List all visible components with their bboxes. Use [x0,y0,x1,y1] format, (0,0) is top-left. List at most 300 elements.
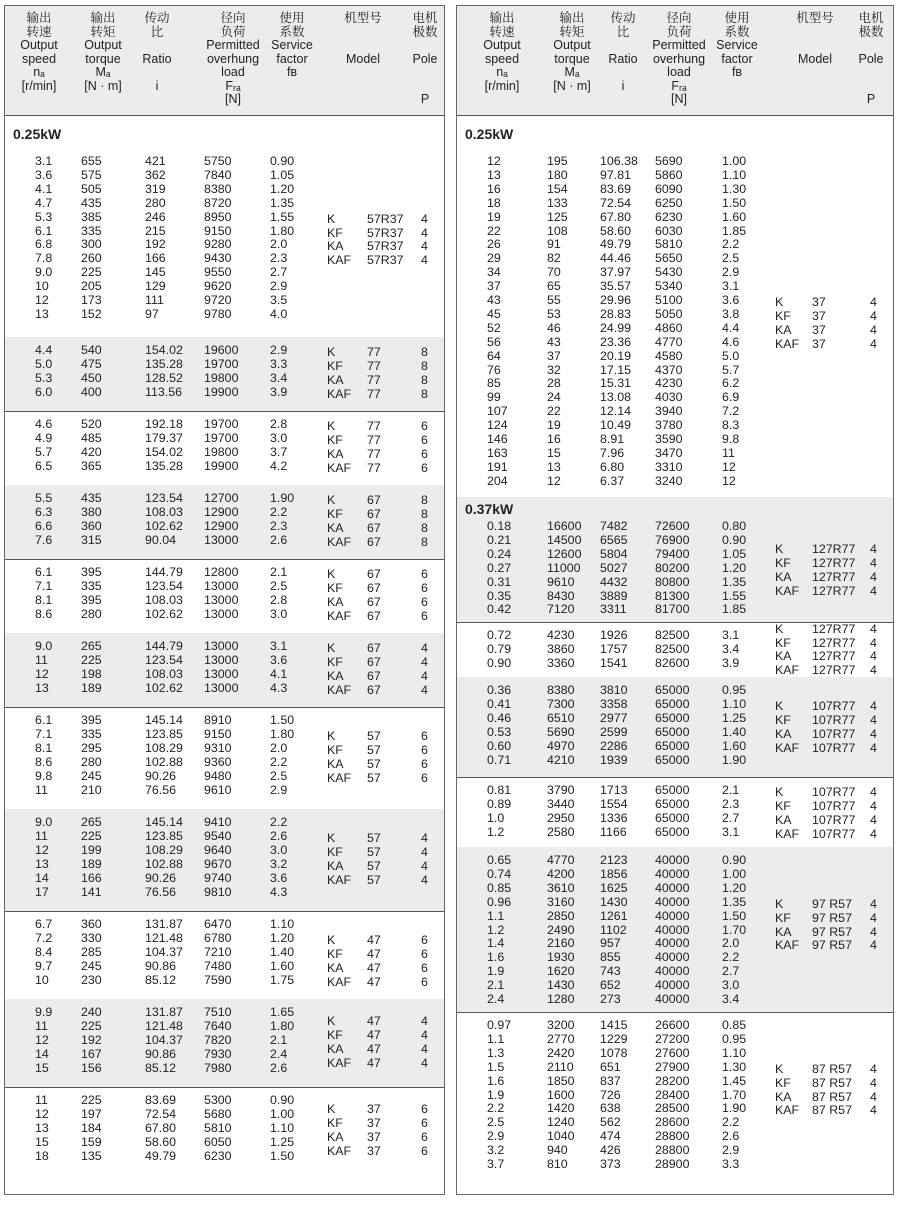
model-type: KF [327,844,343,859]
table-cell: 7210 [204,944,232,959]
table-cell: 4.9 [35,430,53,445]
table-cell: 421 [145,154,166,168]
table-cell: 79400 [655,546,690,561]
model-type: K [327,641,336,655]
table-cell: 163 [487,445,508,460]
table-cell: 1.0 [487,810,505,825]
table-cell: 12900 [204,518,239,533]
model-code: 127R77 [812,635,856,650]
model-code: 57R37 [367,239,404,254]
pole-count: 4 [870,295,877,309]
table-cell: 4230 [655,376,683,391]
model-type: KF [327,580,343,595]
table-cell: 85.12 [145,1060,177,1075]
table-cell: 85 [487,376,501,391]
pole-count: 4 [421,872,428,887]
table-cell: 9740 [204,870,232,885]
table-cell: 2.2 [270,504,288,519]
model-type: KAF [327,460,352,475]
model-code: 47 [367,946,381,961]
table-cell: 2.6 [270,1060,288,1075]
table-cell: 1078 [600,1045,628,1060]
model-code: 67 [367,594,381,609]
model-code: 77 [367,432,381,447]
table-cell: 3.0 [270,606,288,621]
pole-count: 6 [421,567,428,581]
pole-count: 4 [421,1027,428,1042]
table-cell: 2.9 [270,343,288,357]
table-cell: 19600 [204,343,239,357]
table-cell: 1.10 [270,1120,295,1135]
model-code: 57 [367,756,381,771]
pole-count: 4 [870,663,877,678]
table-cell: 6.0 [35,384,53,399]
model-code: 57 [367,858,381,873]
pole-count: 4 [870,1103,877,1118]
data-group [5,559,444,634]
table-cell: 99 [487,390,501,405]
model-type: K [327,1101,336,1116]
table-cell: 28200 [655,1073,690,1088]
table-cell: 0.90 [270,1093,295,1107]
table-cell: 1.00 [270,1106,295,1121]
header-pole: 电机 极数 Pole P [412,11,438,106]
table-cell: 1.25 [722,710,747,725]
table-cell: 13000 [204,666,239,681]
table-cell: 80200 [655,560,690,575]
model-code: 67 [367,567,381,581]
table-cell: 8.91 [600,432,625,446]
table-cell: 0.90 [722,532,747,547]
table-cell: 360 [81,917,102,931]
table-cell: 40000 [655,992,690,1006]
table-cell: 245 [81,768,102,783]
table-cell: 108 [547,223,568,238]
model-type: KAF [327,534,352,549]
table-cell: 11000 [547,560,581,575]
data-group [457,1012,893,1195]
table-cell: 4.7 [35,195,53,210]
table-cell: 72.54 [600,195,632,210]
model-type: KAF [327,682,352,697]
model-type: KAF [775,740,800,755]
table-cell: 28900 [655,1157,690,1171]
table-cell: 474 [600,1129,621,1144]
model-type: KA [775,569,792,584]
table-cell: 123.54 [145,652,183,667]
model-type: KAF [327,872,352,887]
table-cell: 8380 [204,181,232,196]
model-type: KF [327,432,343,447]
pole-count: 4 [870,1075,877,1090]
model-code: 107R77 [812,785,856,799]
table-cell: 3810 [600,683,628,697]
table-cell: 32 [547,362,561,377]
data-group [457,777,893,848]
pole-count: 6 [421,1115,428,1130]
model-code: 67 [367,493,381,507]
model-type: K [775,785,784,799]
model-type: KA [327,446,344,461]
model-type: KAF [775,1103,800,1118]
table-cell: 76 [487,362,501,377]
model-type: KF [775,555,791,570]
table-cell: 1.80 [270,726,295,741]
table-cell: 1.70 [722,922,747,937]
table-cell: 108.29 [145,740,183,755]
table-cell: 3.2 [270,856,288,871]
table-cell: 1757 [600,641,628,656]
pole-count: 4 [421,668,428,683]
pole-count: 8 [421,358,428,373]
pole-count: 4 [421,253,428,268]
model-code: 77 [367,345,381,359]
table-cell: 159 [81,1134,102,1149]
table-cell: 6.80 [600,459,625,474]
model-code: 97 R57 [812,896,852,911]
model-type: KF [775,308,791,323]
model-code: 97 R57 [812,938,852,953]
table-cell: 1166 [600,824,627,839]
table-cell: 14 [35,1046,49,1061]
table-cell: 0.90 [487,655,512,670]
table-cell: 65000 [655,724,690,739]
model-type: K [775,541,784,556]
pole-count: 6 [421,946,428,961]
table-cell: 4432 [600,574,628,589]
table-cell: 29.96 [600,293,632,307]
table-cell: 2420 [547,1045,575,1060]
table-cell: 141 [81,884,102,899]
table-cell: 4860 [655,320,683,335]
table-cell: 65000 [655,683,690,697]
table-cell: 1.5 [487,1059,505,1074]
table-cell: 1620 [547,964,575,979]
table-cell: 6030 [655,223,683,238]
table-cell: 0.42 [487,602,512,617]
table-cell: 65000 [655,696,690,711]
table-cell: 197 [81,1106,102,1121]
table-cell: 365 [81,458,102,473]
data-group [457,677,893,778]
table-cell: 0.24 [487,546,512,561]
data-group [5,633,444,708]
table-cell: 1229 [600,1031,628,1046]
model-type: KA [775,726,792,741]
pole-count: 4 [870,322,877,337]
table-cell: 450 [81,370,102,385]
table-cell: 2490 [547,922,575,937]
table-cell: 13000 [204,578,239,593]
model-type: KA [327,520,344,535]
model-type: KA [775,924,792,939]
table-cell: 8.3 [722,418,740,433]
table-cell: 2.5 [722,251,740,266]
power-rating-title: 0.25kW [465,126,514,142]
table-cell: 0.90 [722,853,747,867]
model-code: 37 [812,322,826,337]
table-cell: 3790 [547,783,575,797]
table-cell: 82 [547,251,561,266]
table-cell: 9610 [204,782,232,797]
table-cell: 7980 [204,1060,232,1075]
table-cell: 102.88 [145,754,183,769]
table-cell: 3.7 [487,1157,505,1171]
table-cell: 145.14 [145,815,183,829]
table-cell: 43 [487,293,501,307]
table-cell: 1.1 [487,908,505,923]
pole-count: 6 [421,974,428,989]
model-type: KAF [775,583,800,598]
table-cell: 9.8 [722,432,740,446]
table-cell: 5.3 [35,370,53,385]
table-cell: 9810 [204,884,232,899]
table-cell: 1.2 [487,922,505,937]
model-type: K [327,493,336,507]
data-group [5,707,444,810]
table-cell: 15 [35,1060,49,1075]
power-rating-title: 0.25kW [13,126,62,142]
table-cell: 65000 [655,796,690,811]
table-cell: 0.85 [487,880,512,895]
table-cell: 4.6 [35,417,53,431]
table-cell: 9.8 [35,768,53,783]
table-cell: 810 [547,1157,568,1171]
table-cell: 124 [487,418,508,433]
table-cell: 76.56 [145,884,177,899]
table-cell: 2.5 [270,578,288,593]
table-cell: 4770 [547,853,575,867]
table-header [457,6,893,116]
table-cell: 144.79 [145,639,183,653]
table-cell: 210 [81,782,102,797]
table-cell: 56 [487,334,501,349]
table-cell: 12 [722,473,736,488]
table-cell: 0.97 [487,1018,512,1032]
table-cell: 106.38 [600,154,638,168]
header-pole: 电机 极数 Pole P [858,11,884,106]
table-cell: 102.62 [145,606,183,621]
pole-count: 4 [870,726,877,741]
table-cell: 2286 [600,738,628,753]
table-cell: 12700 [204,491,239,505]
table-cell: 0.18 [487,519,512,533]
table-cell: 0.46 [487,710,512,725]
table-cell: 1.9 [487,1087,505,1102]
model-type: KA [775,649,792,664]
pole-count: 6 [421,960,428,975]
table-cell: 81700 [655,602,690,617]
pole-count: 4 [870,938,877,953]
model-type: K [327,211,336,226]
table-cell: 7480 [204,958,232,973]
table-cell: 0.36 [487,683,512,697]
table-cell: 3.9 [270,384,288,399]
table-cell: 285 [81,944,102,959]
table-cell: 1.50 [722,195,747,210]
table-cell: 1.6 [487,950,505,965]
table-cell: 3.7 [270,444,288,459]
table-cell: 6250 [655,195,683,210]
model-type: K [327,567,336,581]
pole-count: 4 [421,239,428,254]
header-load: 径向 负荷 Permitted overhung load Fᵣₐ [N] [652,11,706,106]
table-cell: 23.36 [600,334,632,349]
table-cell: 1420 [547,1101,575,1116]
table-cell: 19900 [204,384,239,399]
table-cell: 40000 [655,894,690,909]
model-type: K [775,295,784,309]
table-cell: 6.3 [35,504,53,519]
table-cell: 520 [81,417,102,431]
table-cell: 15 [35,1134,49,1149]
table-cell: 1.2 [487,824,505,839]
table-cell: 131.87 [145,917,183,931]
table-cell: 2160 [547,936,575,951]
table-cell: 4970 [547,738,575,753]
table-cell: 13000 [204,639,239,653]
model-code: 37 [812,308,826,323]
table-cell: 1280 [547,992,575,1006]
table-cell: 3200 [547,1018,575,1032]
pole-count: 4 [421,844,428,859]
table-cell: 2.2 [722,1115,740,1130]
model-code: 127R77 [812,649,856,664]
table-cell: 133 [547,195,568,210]
table-cell: 1856 [600,866,628,881]
model-code: 87 R57 [812,1061,852,1076]
pole-count: 4 [870,635,877,650]
table-cell: 315 [81,532,102,547]
table-cell: 362 [145,167,166,182]
table-cell: 19700 [204,430,239,445]
table-cell: 28 [547,376,561,391]
power-rating-title: 0.37kW [465,501,514,517]
table-cell: 1.55 [722,588,747,603]
data-group [5,1087,444,1195]
table-cell: 204 [487,473,508,488]
model-code: 57 [367,844,381,859]
table-cell: 40000 [655,880,690,895]
table-cell: 1.1 [487,1031,505,1046]
table-cell: 1.05 [270,167,295,182]
table-cell: 104.37 [145,944,183,959]
pole-count: 4 [870,541,877,556]
table-cell: 180 [547,167,568,182]
table-cell: 29 [487,251,501,266]
table-cell: 40000 [655,853,690,867]
table-cell: 1.10 [270,917,295,931]
header-load: 径向 负荷 Permitted overhung load Fᵣₐ [N] [206,11,260,106]
model-code: 127R77 [812,621,856,636]
table-cell: 14 [35,870,49,885]
table-cell: 4.3 [270,884,288,899]
pole-count: 4 [421,641,428,655]
table-cell: 1.10 [722,167,747,182]
table-cell: 5100 [655,293,683,307]
table-cell: 0.21 [487,532,512,547]
table-cell: 1.70 [722,1087,747,1102]
table-cell: 1.20 [270,930,295,945]
pole-count: 6 [421,932,428,947]
table-cell: 18 [35,1148,49,1163]
model-type: KA [327,239,344,254]
table-cell: 19800 [204,444,239,459]
table-cell: 3.3 [722,1157,740,1171]
pole-count: 4 [870,555,877,570]
table-cell: 1.30 [722,181,747,196]
table-cell: 6510 [547,710,575,725]
table-cell: 7510 [204,1005,232,1019]
model-code: 107R77 [812,698,856,713]
table-cell: 2977 [600,710,628,725]
table-cell: 855 [600,950,621,965]
table-cell: 3860 [547,641,575,656]
data-group [5,999,444,1088]
table-cell: 2.3 [722,796,740,811]
table-cell: 8950 [204,209,232,224]
table-cell: 1.75 [270,972,295,987]
table-cell: 435 [81,491,102,505]
table-cell: 19700 [204,356,239,371]
table-cell: 26 [487,237,501,252]
table-cell: 6470 [204,917,232,931]
table-cell: 4370 [655,362,683,377]
table-cell: 3.4 [722,992,740,1006]
pole-count: 8 [421,520,428,535]
table-cell: 10.49 [600,418,632,433]
table-cell: 1.60 [722,738,747,753]
table-cell: 1.30 [722,1059,747,1074]
table-cell: 273 [600,992,621,1006]
table-cell: 5680 [204,1106,232,1121]
data-group [457,116,893,498]
model-type: KF [327,946,343,961]
table-cell: 1.65 [270,1005,295,1019]
table-cell: 265 [81,815,102,829]
table-cell: 24 [547,390,561,405]
table-cell: 12 [35,666,49,681]
table-cell: 3160 [547,894,575,909]
model-type: K [775,698,784,713]
table-cell: 17 [35,884,49,899]
table-cell: 4.1 [270,666,288,681]
table-cell: 9360 [204,754,232,769]
table-cell: 3311 [600,602,627,617]
table-cell: 6780 [204,930,232,945]
pole-count: 4 [870,812,877,827]
pole-count: 4 [421,654,428,669]
table-cell: 37 [487,279,501,294]
table-cell: 13 [487,167,501,182]
model-code: 67 [367,641,381,655]
table-cell: 2.8 [270,417,288,431]
table-cell: 27200 [655,1031,690,1046]
model-code: 57R37 [367,225,404,240]
table-cell: 395 [81,565,102,579]
table-cell: 1.9 [487,964,505,979]
table-cell: 70 [547,265,561,280]
table-cell: 957 [600,936,621,951]
table-cell: 9640 [204,842,232,857]
model-type: KF [327,654,343,669]
table-cell: 360 [81,518,102,533]
table-cell: 8.6 [35,606,53,621]
table-cell: 5340 [655,279,683,294]
table-cell: 19700 [204,417,239,431]
table-cell: 3.6 [270,652,288,667]
model-code: 67 [367,534,381,549]
